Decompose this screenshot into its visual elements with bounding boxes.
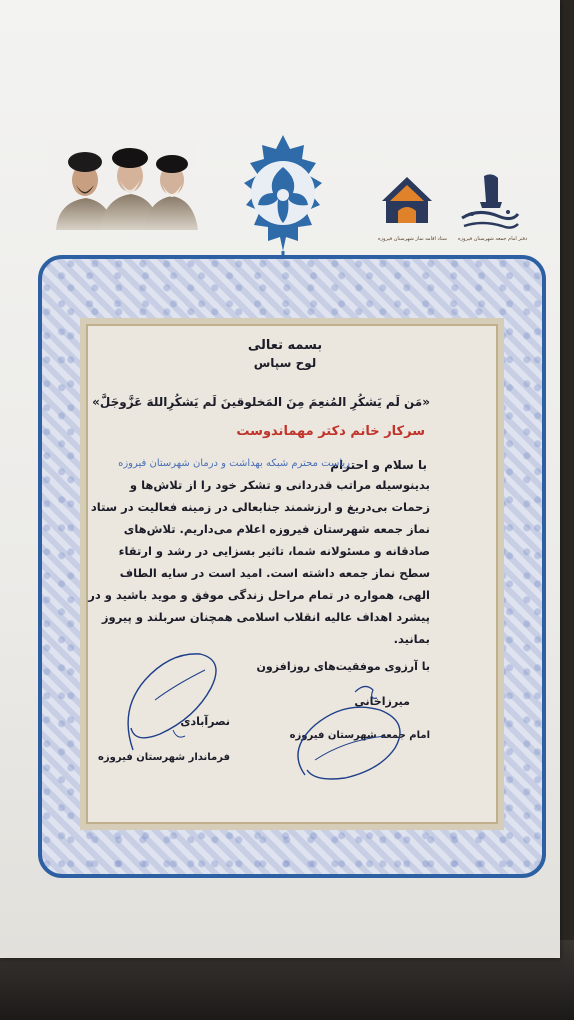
body-line: نماز جمعه شهرستان فیروزه اعلام می‌داریم. تلاش‌های bbox=[123, 522, 430, 536]
recipient-title: ریاست محترم شبکه بهداشت و درمان شهرستان فیروزه bbox=[118, 458, 350, 469]
ornamental-emblem-icon bbox=[218, 135, 348, 275]
body-line: بمانید. bbox=[393, 632, 430, 646]
body-line: صادقانه و مسئولانه شما، تاثیر بسزایی در رشد و ارتقاء bbox=[118, 544, 430, 558]
prayer-staff-logo-icon bbox=[380, 175, 435, 237]
salutation: با سلام و احترام bbox=[330, 458, 427, 472]
body-line: الهی، همواره در تمام مراحل زندگی موفق و موید باشید و در bbox=[88, 588, 430, 602]
body-line: پیشرد اهداف عالیه انقلاب اسلامی همچنان سربلند و پیروز bbox=[101, 610, 430, 624]
body-line: زحمات بی‌دریغ و ارزشمند جنابعالی در زمینه فعالیت در ستاد bbox=[90, 500, 430, 514]
clerics-portrait-image bbox=[48, 140, 198, 230]
header-title: لوح سپاس bbox=[253, 356, 317, 370]
signatory-1-name: میرزاخانی bbox=[354, 695, 410, 708]
hadith-verse: «مَن لَم یَشکُرِ المُنعِمَ مِنَ المَخلوقینَ لَم یَشکُرِاللهَ عَزَّوجَلَّ» bbox=[92, 395, 430, 409]
signatory-2-title: فرماندار شهرستان فیروزه bbox=[98, 752, 230, 763]
signatory-2-name: نصرآبادی bbox=[180, 715, 230, 728]
addressee-name: سرکار خانم دکتر مهماندوست bbox=[236, 424, 425, 439]
signatory-2-signature bbox=[115, 640, 235, 755]
friday-prayer-office-logo-icon bbox=[458, 172, 520, 240]
closing-wish: با آرزوی موفقیت‌های روزافزون bbox=[256, 660, 430, 673]
header-bismillah: بسمه تعالی bbox=[247, 338, 323, 353]
body-line: سطح نماز جمعه داشته است. امید است در سایه الطاف bbox=[119, 566, 430, 580]
signatory-1-title: امام جمعه شهرستان فیروزه bbox=[289, 730, 430, 741]
logo-b-caption: دفتر امام جمعه شهرستان فیروزه bbox=[458, 236, 528, 242]
logo-a-caption: ستاد اقامه نماز شهرستان فیروزه bbox=[378, 236, 447, 242]
body-line: بدینوسیله مراتب قدردانی و تشکر خود را از تلاش‌ها و bbox=[129, 478, 430, 492]
signatory-1-signature bbox=[285, 670, 415, 785]
